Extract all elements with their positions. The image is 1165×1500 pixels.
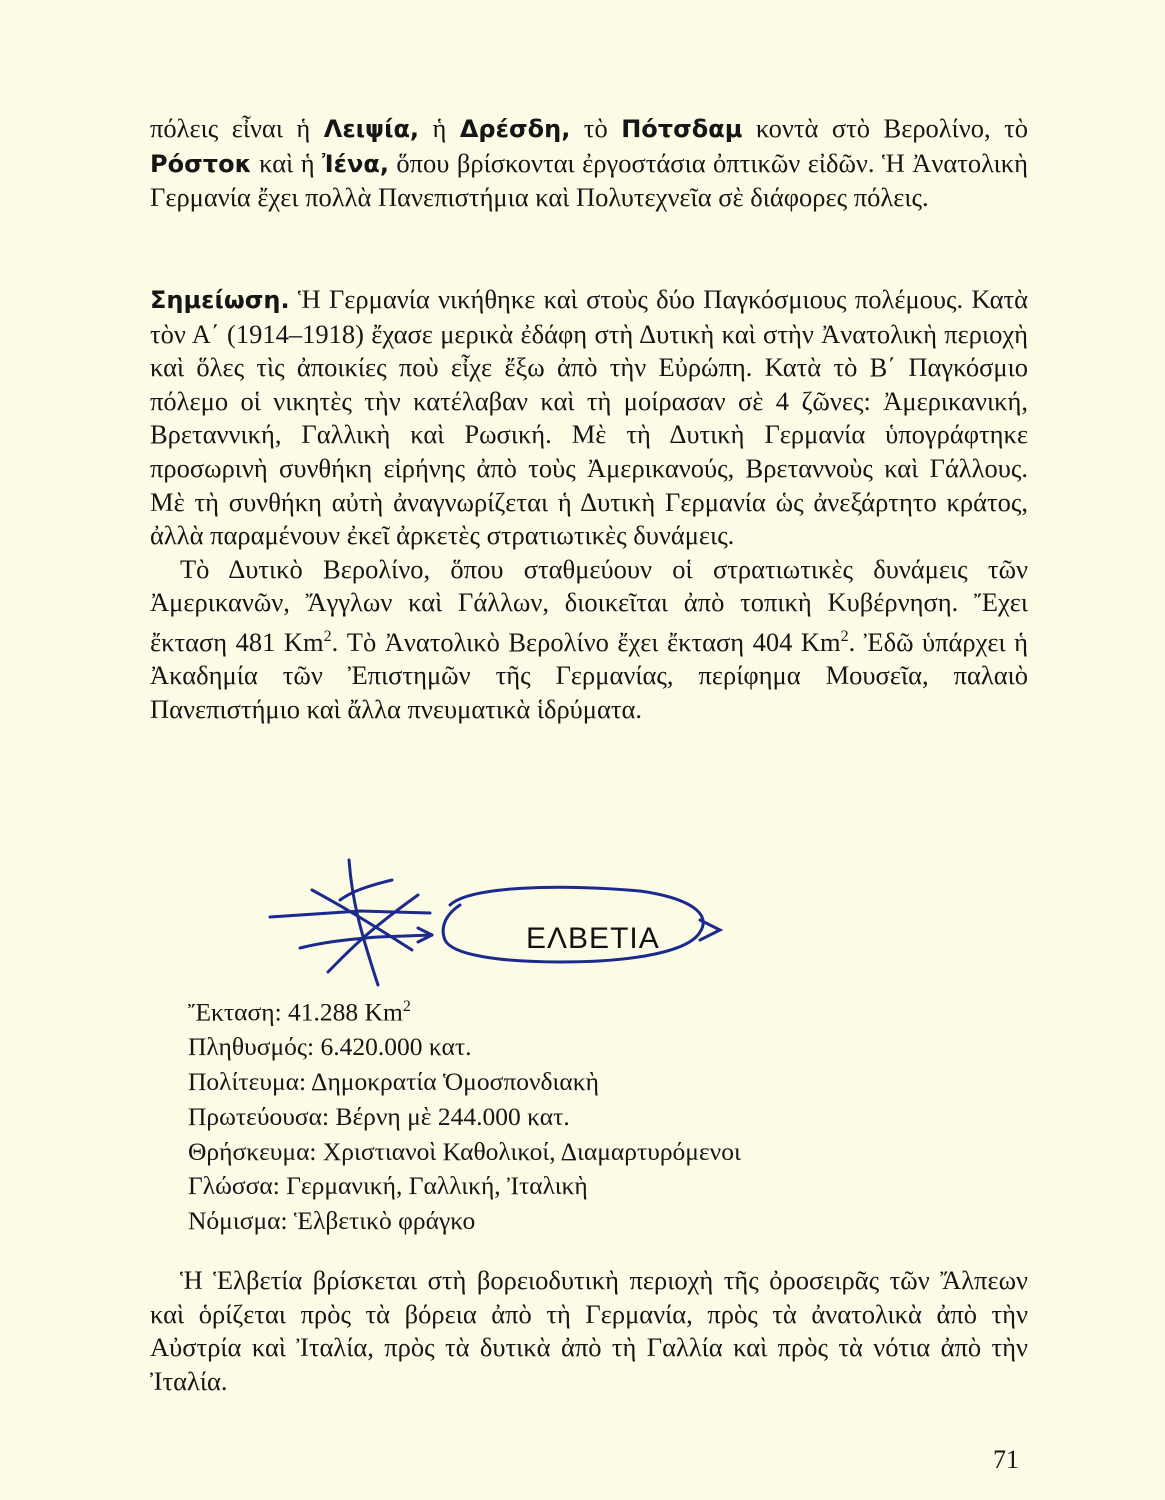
place-potsdam: Πότσδαμ [621, 115, 743, 143]
note-label: Σημείωση. [150, 286, 290, 314]
switzerland-paragraph: Ἡ Ἑλβετία βρίσκεται στὴ βορειοδυτικὴ περιοχὴ τῆς ὀροσειρᾶς τῶν Ἄλπεων καὶ ὁρίζεται πρὸς τὰ βόρεια ἀπὸ τὴ Γερμανία, πρὸς τὰ ἀνατολικὰ ἀπὸ τὴν Αὐστρία καὶ Ἰταλία, πρὸς τὰ δυτικὰ ἀπὸ τὴ Γαλλία καὶ πρὸς τὰ νότια ἀπὸ τὴν Ἰταλία. [150, 1265, 1028, 1396]
country-facts-list [188, 990, 741, 1239]
switzerland-block [150, 1264, 1028, 1398]
section-heading: ΕΛΒΕΤΙΑ [526, 922, 660, 955]
fact-currency: Νόμισμα: Ἑλβετικὸ φράγκο [188, 1206, 476, 1236]
place-rostock: Ρόστοκ [150, 149, 252, 178]
note-text: Ἡ Γερμανία νικήθηκε καὶ στοὺς δύο Παγκόσμιους πολέμους. Κατὰ τὸν Α΄ (1914–1918) ἔχασε μερικὰ ἐδάφη στὴ Δυτικὴ καὶ στὴν Ἀνατολικὴ περιοχὴ καὶ ὅλες τὶς ἀποικίες ποὺ εἶχε ἔξω ἀπὸ τὴν Εὐρώπη. Κατὰ τὸ Β΄ Παγκόσμιο πόλεμο οἱ νικητὲς τὴν κατέλαβαν καὶ τὴ μοίρασαν σὲ 4 ζῶνες: Ἀμερικανική, Βρεταννική, Γαλλικὴ καὶ Ρωσική. Μὲ τὴ Δυτικὴ Γερμανία ὑπογράφτηκε προσωρινὴ συνθήκη εἰρήνης ἀπὸ τοὺς Ἀμερικανούς, Βρεταννοὺς καὶ Γάλλους. Μὲ τὴ συνθήκη αὐτὴ ἀναγνωρίζεται ἡ Δυτικὴ Γερμανία ὡς ἀνεξάρτητο κράτος, ἀλλὰ παραμένουν ἐκεῖ ἀρκετὲς στρατιωτικὲς δυνάμεις. [150, 284, 1028, 551]
top-paragraph [150, 112, 1028, 215]
fact-government: Πολίτευμα: Δημοκρατία Ὁμοσπονδιακὴ [188, 1067, 599, 1097]
place-jena: Ἰένα, [322, 149, 389, 178]
fact-area: Ἔκταση: 41.288 Km$^2$ [188, 997, 411, 1027]
place-dresden: Δρέσδη, [459, 115, 571, 143]
fact-population: Πληθυσμός: 6.420.000 κατ. [188, 1032, 472, 1062]
note-block [150, 283, 1028, 727]
fact-language: Γλώσσα: Γερμανική, Γαλλική, Ἰταλικὴ [188, 1171, 588, 1201]
page-number: 71 [993, 1445, 1019, 1474]
fact-religion: Θρήσκευμα: Χριστιανοὶ Καθολικοί, Διαμαρτυρόμενοι [188, 1136, 741, 1166]
berlin-paragraph: Τὸ Δυτικὸ Βερολίνο, ὅπου σταθμεύουν οἱ στρατιωτικὲς δυνάμεις τῶν Ἀμερικανῶν, Ἄγγλων καὶ Γάλλων, διοικεῖται ἀπὸ τοπικὴ Κυβέρνηση. Ἔχει ἔκταση 481 Km$^2$. Τὸ Ἀνατολικὸ Βερολίνο ἔχει ἔκταση 404 Km$^2$. Ἐδῶ ὑπάρχει ἡ Ἀκαδημία τῶν Ἐπιστημῶν τῆς Γερμανίας, περίφημα Μουσεῖα, παλαιὸ Πανεπιστήμιο καὶ ἄλλα πνευματικὰ ἱδρύματα. [150, 553, 1028, 724]
place-leipzig: Λειψία, [323, 115, 420, 143]
cities-paragraph: πόλεις εἶναι ἡ Λειψία, ἡ Δρέσδη, τὸ Πότσδαμ κοντὰ στὸ Βερολίνο, τὸ Ρόστοκ καὶ ἡ Ἰένα, ὅπου βρίσκονται ἐργοστάσια ὀπτικῶν εἰδῶν. Ἡ Ἀνατολικὴ Γερμανία ἔχει πολλὰ Πανεπιστήμια καὶ Πολυτεχνεῖα σὲ διάφορες πόλεις. [150, 113, 1029, 213]
note-paragraph [150, 283, 1028, 553]
fact-capital: Πρωτεύουσα: Βέρνη μὲ 244.000 κατ. [188, 1101, 570, 1131]
